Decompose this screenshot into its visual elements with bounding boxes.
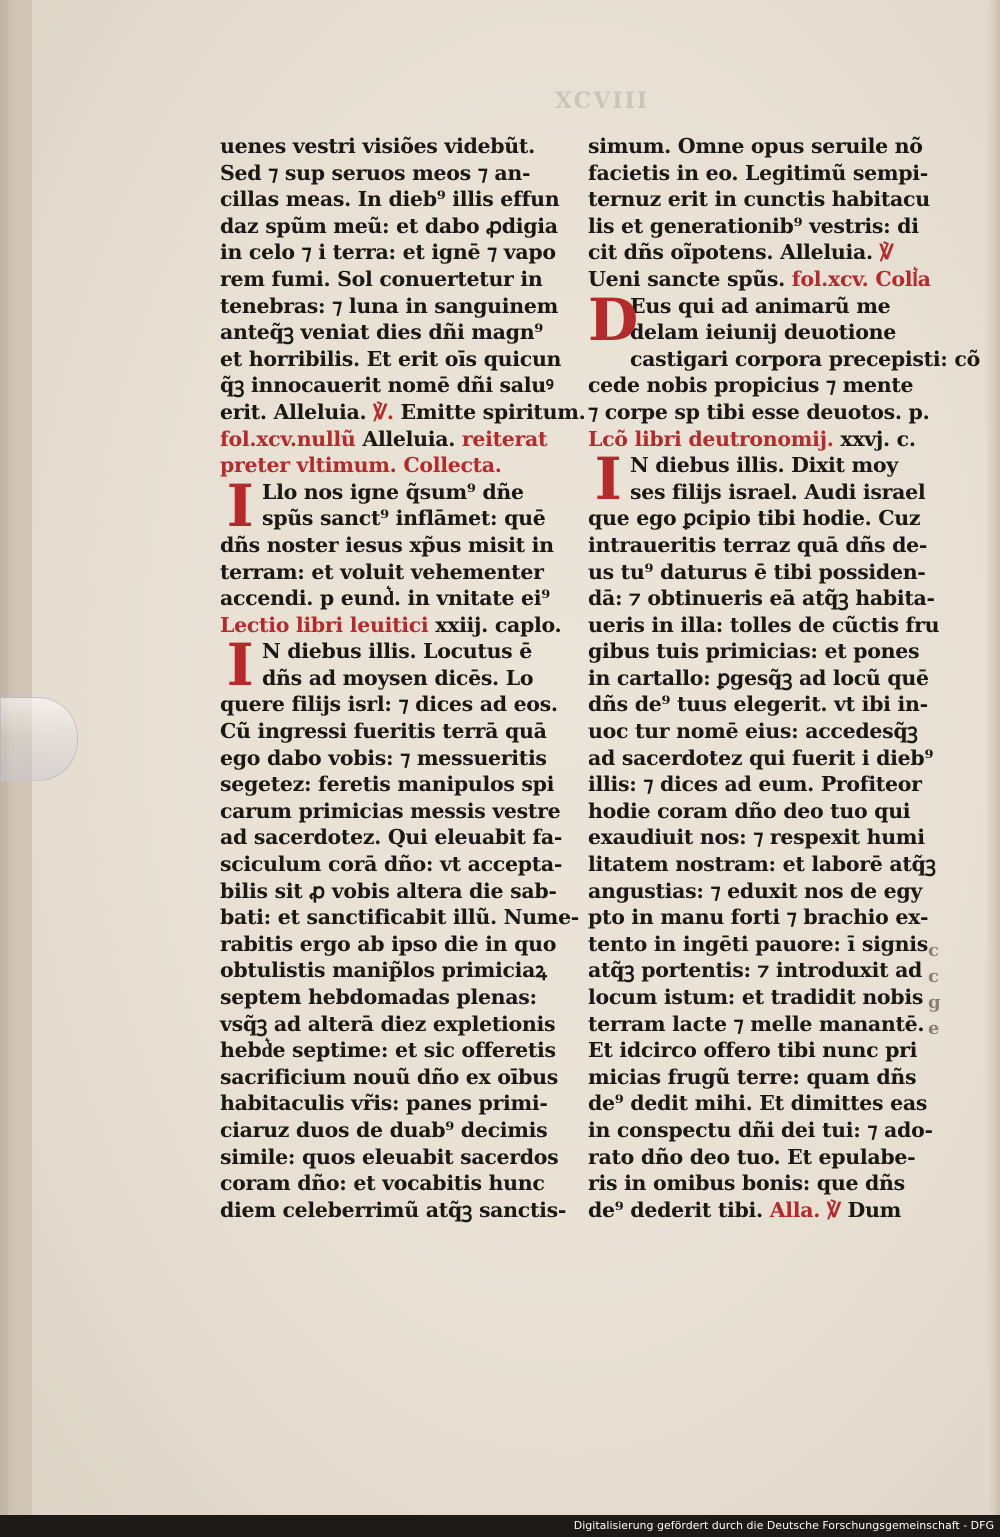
body-text: diem celeberrimũ atq̃ꝫ sanctis‑ [220,1197,567,1222]
body-text: ad sacerdotez qui fuerit i dieb⁹ [588,745,934,770]
plastic-page-clip [0,697,78,781]
body-text: uoc tur nomē eius: accedesq̃ꝫ [588,719,918,744]
margin-mark: g [928,992,941,1013]
body-text: q̃ꝫ innocauerit nomē dñi saluꝰ [220,373,554,398]
text-line [220,186,572,213]
body-text: rabitis ergo ab ipso die in quo [220,931,557,956]
body-text: de⁹ dedit mihi. Et dimittes eas [588,1091,928,1116]
body-text: in celo ⁊ i terra: et ignē ⁊ vapo [220,240,556,265]
body-text: pto in manu forti ⁊ brachio ex‑ [588,905,929,930]
text-line [220,931,572,958]
body-text: locum istum: et tradidit nobis [588,985,924,1009]
body-text: dā: ⁊ obtinueris eā atq̃ꝫ habita‑ [588,586,935,611]
text-line [588,186,938,213]
text-line [220,1197,572,1224]
text-line [588,559,938,586]
body-text: daz spũm meũ: et dabo ꝓdigia [220,213,558,238]
text-line [588,851,938,878]
body-text: dñs noster iesus xp̃us misit in [220,532,554,557]
margin-mark: c [928,940,939,961]
body-text: simum. Omne opus seruile nõ [588,134,923,158]
body-text: dñs de⁹ tuus elegerit. vt ibi in‑ [588,692,928,717]
body-text: septem hebdomadas plenas: [220,985,537,1009]
text-line [220,824,572,851]
body-text: ciaruz duos de duab⁹ decimis [220,1117,548,1142]
body-text: dñs ad moysen dicēs. Lo [262,665,534,690]
rubric-text: Lcõ libri deutronomij. [588,426,834,451]
body-text: habitaculis vr̃is: panes primi‑ [220,1091,548,1116]
text-line [220,372,572,399]
body-text: in conspectu dñi dei tui: ⁊ ado‑ [588,1117,933,1142]
text-line [588,1064,938,1091]
rubric-text: Alla. [762,1197,821,1222]
body-text: et horribilis. Et erit oīs quicun [220,346,562,371]
rubric-text: preter vltimum. Collecta. [220,453,502,478]
text-line [220,665,572,692]
rubricated-initial: D [588,285,638,354]
body-text: bati: et sanctificabit illũ. Nume‑ [220,905,580,930]
text-line [220,293,572,320]
text-line [220,1090,572,1117]
body-text: N diebus illis. Dixit moy [630,453,898,478]
text-line [220,612,572,639]
text-line [588,638,938,665]
text-line [588,319,938,346]
body-text: que ego ꝑcipio tibi hodie. Cuz [588,506,921,531]
text-line [588,718,938,745]
text-line [220,1144,572,1171]
text-line [220,213,572,240]
rubric-text: ℣ [820,1197,841,1222]
text-line [220,505,572,532]
body-text: intraueritis terraz quā dñs de‑ [588,532,928,557]
text-line [588,1011,938,1038]
body-text: castigari corpora precepisti: cõ [630,346,980,371]
right-text-column [588,133,980,1223]
text-line [220,984,572,1011]
body-text: vsq̃ꝫ ad alterā diez expletionis [220,1011,556,1036]
body-text: ses filijs israel. Audi israel [630,479,926,504]
text-line [588,452,938,479]
rubric-text: fol.xcv.nullũ [220,426,356,451]
body-text: bilis sit ꝓ vobis altera die sab‑ [220,878,557,903]
body-text: Emitte spiritum. [393,399,586,424]
text-line [220,904,580,931]
text-line [588,612,938,639]
body-text: xxiij. caplo. [428,612,562,637]
body-text: lis et generationib⁹ vestris: di [588,213,919,238]
footer-credit: Digitalisierung gefördert durch die Deutsche Forschungsgemeinschaft - DFG [0,1515,1000,1537]
text-line [588,665,938,692]
body-text: terram lacte ⁊ melle manantē. [588,1011,925,1036]
text-line [588,1170,938,1197]
text-line [588,984,938,1011]
text-line [220,851,572,878]
text-line [220,878,572,905]
text-line [588,771,938,798]
body-text: atq̃ꝫ portentis: ⁊ introduxit ad [588,958,923,983]
text-line [220,1011,572,1038]
body-text: erit. Alleluia. [220,399,367,424]
text-line [588,426,938,453]
rubric-text: ℣. [366,399,394,424]
body-text: ego dabo vobis: ⁊ messueritis [220,745,547,770]
text-line [220,319,572,346]
body-text: tenebras: ⁊ luna in sanguinem [220,293,558,318]
text-line [588,532,938,559]
body-text: rato dño deo tuo. Et epulabe‑ [588,1144,916,1169]
text-line [220,479,572,506]
body-text: us tu⁹ daturus ē tibi possiden‑ [588,559,926,584]
text-line [588,479,938,506]
body-text: ⁊ corpe sp tibi esse deuotos. p. [588,399,930,424]
body-text: segetez: feretis manipulos spi [220,772,555,797]
text-line [588,931,938,958]
text-line [220,1117,572,1144]
rubric-text: ℣ [872,240,894,265]
body-text: rem fumi. Sol conuertetur in [220,266,543,291]
text-line [588,691,938,718]
body-text: gibus tuis primicias: et pones [588,639,920,664]
text-line [220,559,572,586]
rubric-text: reiterat [455,426,548,451]
body-text: cede nobis propicius ⁊ mente [588,373,914,398]
body-text: illis: ⁊ dices ad eum. Profiteor [588,772,922,797]
text-line [220,160,572,187]
text-line [220,585,572,612]
text-line [588,266,938,293]
text-line [220,1170,572,1197]
body-text: micias frugũ terre: quam dñs [588,1064,917,1089]
text-line [588,1117,938,1144]
text-line [588,1144,938,1171]
page-right-edge [986,0,1000,1537]
text-line [220,957,572,984]
text-line [220,426,572,453]
body-text: sciculum corā dño: vt accepta‑ [220,852,563,877]
text-line [588,293,938,320]
body-text: sacrificium nouũ dño ex oībus [220,1064,559,1089]
body-text: terram: et voluit vehementer [220,559,544,584]
body-text: Cũ ingressi fueritis terrā quā [220,719,547,744]
body-text: quere filijs isrl: ⁊ dices ad eos. [220,692,558,717]
body-text: coram dño: et vocabitis hunc [220,1171,545,1196]
body-text: exaudiuit nos: ⁊ respexit humi [588,825,925,850]
body-text: angustias: ⁊ eduxit nos de egy [588,878,923,903]
rubric-text: Lectio libri leuitici [220,612,429,637]
text-line [588,399,938,426]
margin-mark: c [928,966,939,987]
text-line [220,399,586,426]
body-text: cillas meas. In dieb⁹ illis effun [220,187,560,212]
rubricated-initial: I [594,445,622,514]
text-line [220,346,572,373]
body-text: xxvj. c. [833,426,916,451]
body-text: spũs sanct⁹ inflāmet: quē [262,506,546,531]
text-line [220,771,572,798]
folio-number: XCVIII [555,88,650,114]
body-text: Sed ⁊ sup seruos meos ⁊ an‑ [220,160,531,185]
body-text: N diebus illis. Locutus ē [262,639,532,664]
body-text: hebd͛e septime: et sic offeretis [220,1038,556,1063]
margin-mark: e [928,1018,940,1039]
body-text: hodie coram dño deo tuo qui [588,798,911,823]
left-text-column [220,133,586,1223]
text-line [588,1037,938,1064]
body-text: ris in omibus bonis: que dñs [588,1171,905,1196]
body-text: Eus qui ad animarũ me [630,293,891,318]
text-line [220,798,572,825]
text-line [220,239,572,266]
text-line [220,133,572,160]
body-text: delam ieiunij deuotione [630,320,896,345]
rubricated-initial: I [226,631,254,700]
body-text: ternuz erit in cunctis habitacu [588,187,930,212]
text-line [220,1064,572,1091]
text-line [588,745,938,772]
body-text: anteq̃ꝫ veniat dies dñi magn⁹ [220,320,543,345]
text-line [588,133,938,160]
body-text: ueris in illa: tolles de cũctis fru [588,612,940,637]
body-text: uenes vestri visiões videbũt. [220,134,535,158]
text-line [220,532,572,559]
text-line [588,798,938,825]
text-line [220,266,572,293]
text-line [220,745,572,772]
text-line [588,878,938,905]
body-text: de⁹ dederit tibi. [588,1197,763,1222]
text-line [588,957,938,984]
body-text: cit dñs oĩpotens. Alleluia. [588,240,873,265]
text-line [588,239,938,266]
rubric-text: fol.xcv. Coll͛a [784,266,931,291]
body-text: ad sacerdotez. Qui eleuabit fa‑ [220,825,563,850]
body-text: Ueni sancte spũs. [588,266,785,291]
body-text: tento in ingēti pauore: ī signis [588,931,928,956]
text-line [588,372,938,399]
body-text: Alleluia. [355,426,456,451]
text-line [588,824,938,851]
text-line [588,585,938,612]
text-line [220,691,572,718]
body-text: obtulistis manip̃los primiciaꝝ [220,958,547,983]
body-text: in cartallo: ꝑgesq̃ꝫ ad locũ quē [588,665,929,690]
body-text: carum primicias messis vestre [220,798,561,823]
text-line [588,213,938,240]
body-text: facietis in eo. Legitimũ sempi‑ [588,160,928,185]
text-line [588,160,938,187]
body-text: Llo nos igne q̃sum⁹ dñe [262,479,524,504]
text-line [220,718,572,745]
text-line [588,904,938,931]
body-text: Et idcirco offero tibi nunc pri [588,1038,918,1063]
text-line [588,346,980,373]
text-line [588,1090,938,1117]
text-line [220,638,572,665]
body-text: simile: quos eleuabit sacerdos [220,1144,559,1169]
text-line [220,452,572,479]
body-text: Dum [840,1197,901,1222]
text-line [588,505,938,532]
body-text: litatem nostram: et laborē atq̃ꝫ [588,852,936,877]
text-line [220,1037,572,1064]
text-line [588,1197,938,1224]
rubricated-initial: I [226,471,254,540]
body-text: accendi. p eund͛. in vnitate ei⁹ [220,586,550,611]
